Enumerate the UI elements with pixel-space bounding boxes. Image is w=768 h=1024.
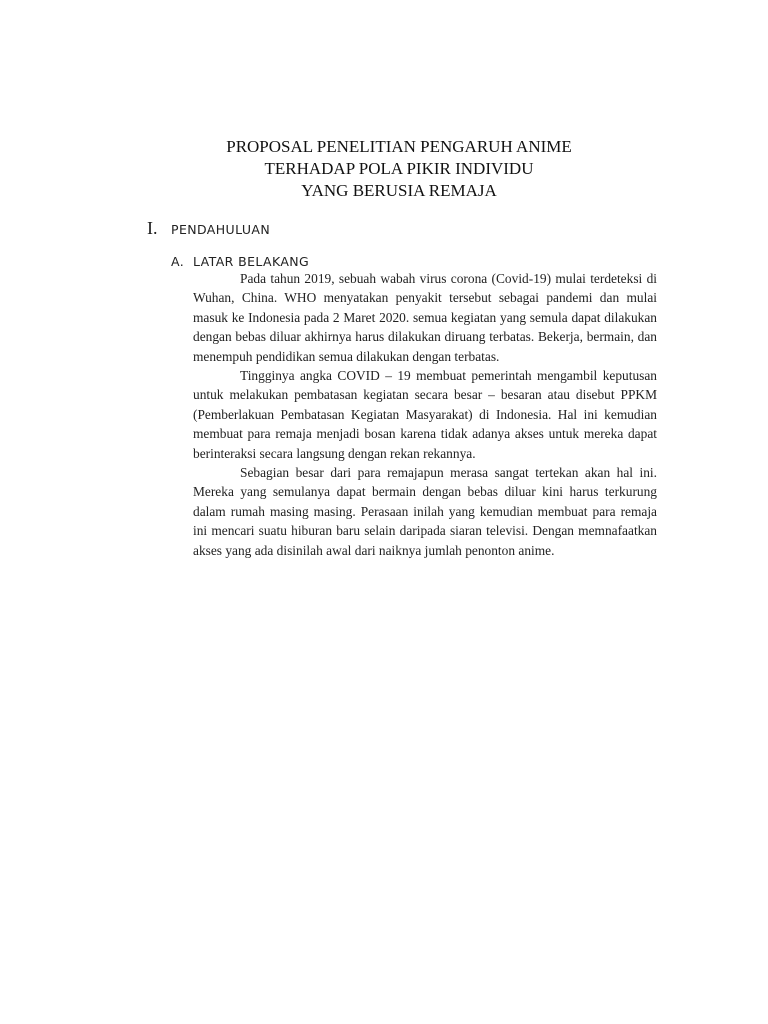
subsection-title: LATAR BELAKANG (193, 254, 310, 269)
title-line-3: YANG BERUSIA REMAJA (301, 181, 497, 200)
document-title (140, 136, 658, 202)
body-text (193, 269, 657, 560)
title-line-1: PROPOSAL PENELITIAN PENGARUH ANIME (226, 137, 572, 156)
title-line-2: TERHADAP POLA PIKIR INDIVIDU (264, 159, 534, 178)
paragraph-2: Tingginya angka COVID – 19 membuat pemerintah mengambil keputusan untuk melakukan pembatasan kegiatan secara besar – besaran atau disebut PPKM (Pemberlakuan Pembatasan Kegiatan Masyarakat) di Indonesia. Hal ini kemudian membuat para remaja menjadi bosan karena tidak adanya akses untuk mereka dapat berinteraksi secara langsung dengan rekan rekannya. (193, 368, 657, 461)
section-title: PENDAHULUAN (171, 222, 271, 237)
subsection-letter: A. (171, 254, 185, 269)
paragraph-3: Sebagian besar dari para remajapun merasa sangat tertekan akan hal ini. Mereka yang semulanya dapat bermain dengan bebas diluar kini harus terkurung dalam rumah masing masing. Perasaan inilah yang kemudian membuat para remaja ini mencari suatu hiburan baru selain daripada siaran televisi. Dengan memnafaatkan akses yang ada disinilah awal dari naiknya jumlah penonton anime. (193, 465, 657, 558)
paragraph-1: Pada tahun 2019, sebuah wabah virus corona (Covid-19) mulai terdeteksi di Wuhan, China. WHO menyatakan penyakit tersebut sebagai pandemi dan mulai masuk ke Indonesia pada 2 Maret 2020. semua kegiatan yang semula dapat dilakukan dengan bebas diluar akhirnya harus dilakukan diruang terbatas. Bekerja, bermain, dan menempuh pendidikan semua dilakukan dengan terbatas. (193, 271, 657, 364)
section-number: I. (147, 218, 158, 238)
section-heading (147, 218, 270, 240)
